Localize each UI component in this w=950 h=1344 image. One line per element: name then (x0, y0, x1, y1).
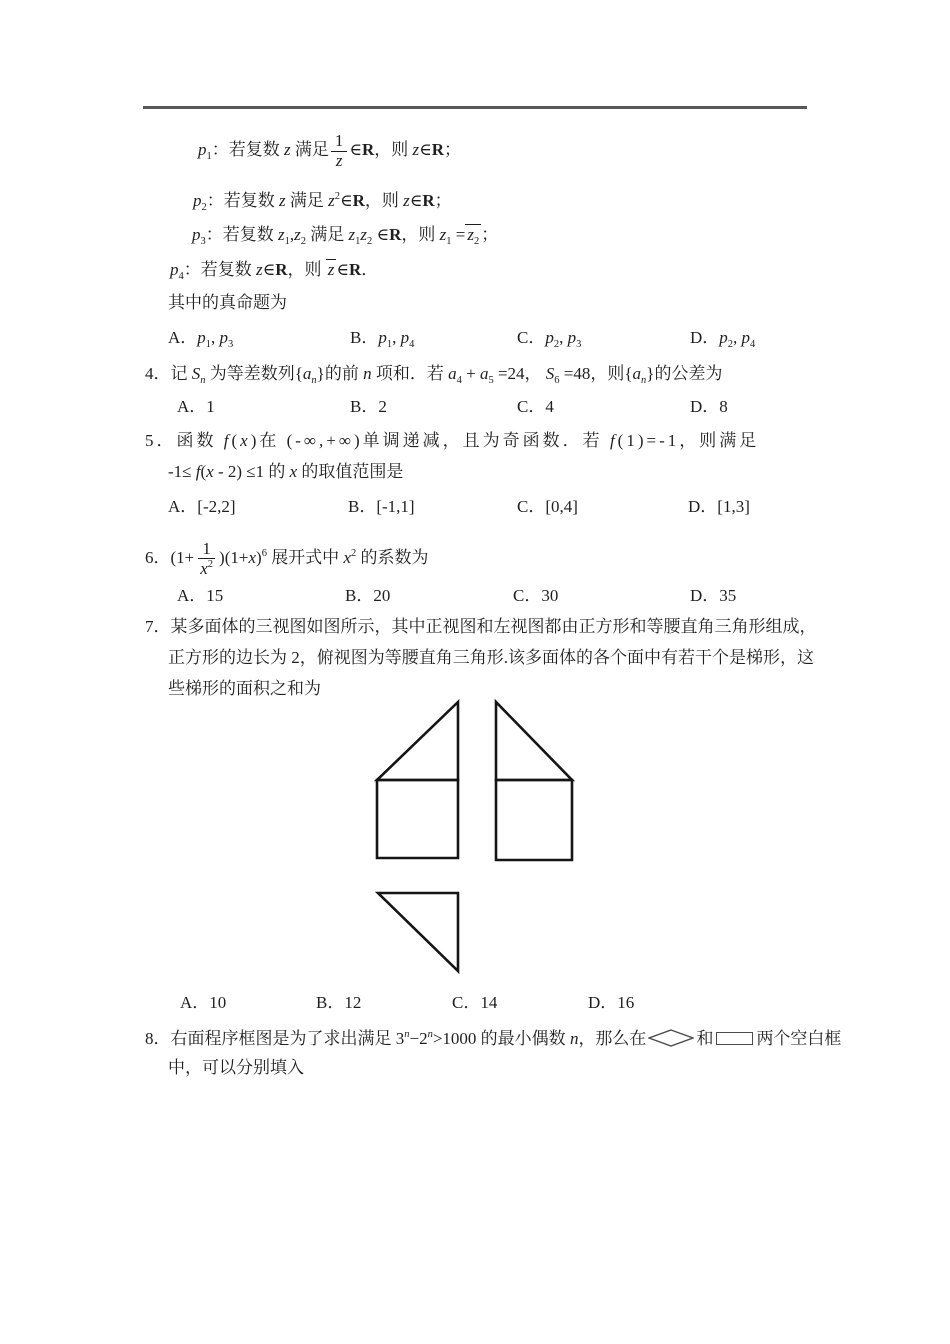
question-4-stem (145, 361, 722, 387)
proposition-p3 (192, 222, 498, 248)
text-segment: 7．某多面体的三视图如图所示，其中正视图和左视图都由正方形和等腰直角三角形组成， (145, 617, 817, 636)
text-segment: >1000 的最小偶数 (432, 1029, 570, 1048)
text-segment: =24， (493, 364, 546, 383)
option-c (452, 990, 497, 1016)
text-segment: D．16 (588, 993, 635, 1012)
text-segment: n (404, 1029, 410, 1040)
text-segment: ：若复数 (183, 260, 256, 279)
text-segment: A．[-2,2] (168, 497, 236, 516)
fraction (196, 540, 217, 579)
text-segment: , (559, 328, 568, 347)
option-c (517, 325, 581, 358)
text-segment: f (609, 431, 618, 450)
text-segment: B．20 (345, 586, 391, 605)
option-c (517, 394, 554, 420)
text-segment: z (279, 191, 286, 210)
text-segment: n (427, 1029, 433, 1040)
text-segment: n (363, 364, 372, 383)
text-segment: 些梯形的面积之和为 (168, 679, 321, 698)
text-segment: 其中的真命题为 (168, 293, 287, 312)
text-segment: 和 (696, 1029, 714, 1048)
text-segment: 正方形的边长为 2，俯视图为等腰直角三角形.该多面体的各个面中有若干个是梯形，这 (168, 648, 814, 667)
text-segment: x (289, 462, 298, 481)
text-segment: p (741, 328, 751, 347)
side-view-triangle (496, 702, 572, 780)
option-d (588, 990, 634, 1016)
text-segment: 2 (553, 339, 560, 350)
option-d (688, 494, 750, 520)
text-segment: 1 (386, 339, 393, 350)
text-segment: = (451, 225, 466, 244)
question-8-stem-line2 (168, 1055, 304, 1081)
overline (326, 259, 337, 278)
text-segment: D．8 (690, 397, 728, 416)
text-segment: x (200, 559, 208, 579)
option-b (350, 394, 387, 420)
text-segment: a (302, 364, 312, 383)
text-segment: ∈ (372, 225, 390, 244)
text-segment: 展开式中 (266, 548, 344, 567)
text-segment: 2 (350, 548, 357, 559)
option-b (316, 990, 361, 1016)
text-segment: p (197, 328, 206, 347)
option-b (345, 583, 390, 609)
option-b (350, 325, 414, 358)
text-segment: z (335, 150, 343, 170)
text-segment: 满足 (285, 191, 329, 210)
text-segment: 4 (178, 271, 184, 282)
text-segment: B．[-1,1] (348, 497, 415, 516)
proposition-p4 (170, 257, 378, 283)
text-segment: n (641, 375, 647, 386)
option-c (517, 494, 578, 520)
question-6-stem (145, 526, 428, 582)
text-segment: ； (481, 225, 499, 244)
text-segment: 4 (456, 375, 462, 386)
text-segment: 1 (334, 131, 344, 151)
text-segment: 的系数为 (356, 548, 429, 567)
text-segment: 中，可以分别填入 (168, 1058, 304, 1077)
text-segment: 4．记 (145, 364, 192, 383)
text-segment: D． (690, 328, 720, 347)
text-segment: f (195, 462, 201, 481)
top-rule-divider (143, 106, 807, 109)
text-segment: ：若复数 (206, 191, 279, 210)
text-segment: }的前 (316, 364, 364, 383)
text-segment: p (400, 328, 410, 347)
text-segment: R (275, 260, 288, 279)
question-8-stem-line1 (145, 1022, 841, 1048)
option-d (690, 325, 755, 358)
text-segment: ，则 (364, 191, 404, 210)
fraction (331, 132, 348, 170)
text-segment: z (278, 225, 285, 244)
text-segment: ，则 (287, 260, 326, 279)
text-segment: , (211, 328, 220, 347)
text-segment: B． (350, 328, 379, 347)
question-7-stem-line2 (168, 645, 814, 671)
text-segment: S (191, 364, 201, 383)
text-segment: R (431, 140, 444, 159)
text-segment: 6 (554, 375, 560, 386)
text-segment: z (256, 260, 263, 279)
text-segment: z (328, 191, 335, 210)
text-segment: x (248, 548, 257, 567)
text-segment: R (352, 191, 365, 210)
text-segment: R (422, 191, 435, 210)
text-segment: ∈ (340, 191, 353, 210)
text-segment: 项和．若 (371, 364, 449, 383)
text-segment: z (348, 225, 356, 244)
text-segment: - 2) ≤1 的 (213, 462, 290, 481)
text-segment: B．2 (350, 397, 387, 416)
text-segment: ∈ (262, 260, 276, 279)
text-segment: D．35 (690, 586, 737, 605)
question-5-options (0, 494, 950, 520)
text-segment: a (479, 364, 489, 383)
text-segment: 满足 (290, 140, 329, 159)
text-segment: 1 (355, 236, 361, 247)
question-5-stem-line2 (168, 459, 403, 485)
question-3-options (0, 325, 950, 351)
text-segment: , (392, 328, 401, 347)
blank-rectangle-box (716, 1032, 753, 1045)
side-view-square (496, 780, 572, 860)
text-segment: 2 (367, 236, 373, 247)
text-segment: ，那么在 (578, 1029, 647, 1048)
text-segment: p (170, 260, 179, 279)
text-segment: 6．(1+ (145, 548, 195, 567)
text-segment: p (378, 328, 387, 347)
text-segment: )在 (-∞,+∞)单调递减，且为奇函数．若 (250, 431, 610, 450)
text-segment: ∈ (336, 260, 349, 279)
text-segment: 3 (228, 339, 234, 350)
text-segment: ； (434, 191, 452, 210)
text-segment: z (467, 225, 474, 244)
question-6-options (0, 583, 950, 609)
question-7-stem-line3 (168, 676, 321, 702)
text-segment: z (439, 225, 447, 244)
text-segment: n (200, 375, 206, 386)
text-segment: ∈ (409, 191, 423, 210)
text-segment: C． (517, 328, 546, 347)
text-segment: a (448, 364, 457, 383)
text-segment: 1 (202, 538, 211, 558)
text-segment: 两个空白框 (756, 1029, 842, 1048)
text-segment: p (192, 225, 201, 244)
text-segment: ． (361, 260, 379, 279)
text-segment: x (240, 431, 251, 450)
text-segment: )(1+ (219, 548, 249, 567)
text-segment: z (294, 225, 301, 244)
text-segment: R (348, 260, 362, 279)
question-4-options (0, 394, 950, 420)
option-a (168, 494, 236, 520)
text-segment: 1 (205, 339, 212, 350)
text-segment: C．30 (513, 586, 559, 605)
question-5-stem-line1 (145, 428, 759, 454)
text-segment: , (289, 225, 295, 244)
front-view-square (377, 780, 458, 858)
text-segment: ，则 (374, 140, 413, 159)
text-segment: −2 (409, 1029, 428, 1048)
option-d (690, 583, 736, 609)
text-segment: 的取值范围是 (297, 462, 404, 481)
text-segment: R (389, 225, 402, 244)
text-segment: A． (168, 328, 198, 347)
text-segment: p (545, 328, 554, 347)
text-segment: z (360, 225, 367, 244)
text-segment: , (733, 328, 742, 347)
option-d (690, 394, 728, 420)
option-a (180, 990, 226, 1016)
text-segment: ) (256, 548, 262, 567)
text-segment: 2 (201, 202, 207, 213)
text-segment: ( (200, 462, 207, 481)
text-segment: 2 (473, 236, 480, 247)
text-segment: D．[1,3] (688, 497, 750, 516)
text-segment: ，则 (401, 225, 440, 244)
text-segment: 2 (334, 191, 340, 202)
text-segment: z (327, 260, 335, 279)
proposition-p1 (198, 126, 461, 174)
text-segment: 1 (206, 151, 212, 162)
text-segment: 8．右面程序框图是为了求出满足 3 (145, 1029, 405, 1048)
text-segment: x (206, 462, 214, 481)
three-view-figure (360, 697, 590, 982)
text-segment: a (632, 364, 642, 383)
text-segment: 4 (409, 339, 415, 350)
option-a (168, 325, 233, 358)
text-segment: ∈ (349, 140, 362, 159)
question-3-stem-tail (168, 290, 287, 316)
text-segment: p (219, 328, 229, 347)
text-segment: 3 (200, 236, 206, 247)
text-segment: z (284, 140, 291, 159)
text-segment: f (223, 431, 232, 450)
text-segment: A．1 (177, 397, 215, 416)
text-segment: 4 (750, 339, 756, 350)
option-a (177, 583, 223, 609)
text-segment: 3 (576, 339, 582, 350)
text-segment: S (545, 364, 555, 383)
text-segment: 2 (727, 339, 734, 350)
front-view-triangle (377, 702, 458, 780)
text-segment: ； (444, 140, 461, 159)
text-segment: ：若复数 (211, 140, 284, 159)
text-segment: x (343, 548, 351, 567)
text-segment: p (198, 140, 207, 159)
text-segment: (1)=-1，则满足 (617, 431, 760, 450)
text-segment: ：若复数 (205, 225, 278, 244)
text-segment: 1 (446, 236, 452, 247)
proposition-p2 (193, 184, 452, 213)
text-segment: C．[0,4] (517, 497, 578, 516)
blank-diamond-box (648, 1029, 694, 1055)
option-c (513, 583, 558, 609)
text-segment: 2 (300, 236, 306, 247)
text-segment: -1≤ (168, 462, 196, 481)
top-view-triangle (378, 893, 458, 971)
text-segment: + (461, 364, 480, 383)
text-segment: ( (231, 431, 241, 450)
text-segment: =48，则{ (559, 364, 633, 383)
text-segment: C．14 (452, 993, 498, 1012)
text-segment: p (719, 328, 728, 347)
question-7-stem-line1 (145, 614, 817, 640)
text-segment: 5 (488, 375, 494, 386)
text-segment: n (569, 1029, 579, 1048)
text-segment: p (567, 328, 577, 347)
text-segment: 满足 (306, 225, 349, 244)
text-segment: z (412, 140, 420, 159)
text-segment: }的公差为 (646, 364, 723, 383)
text-segment: A．15 (177, 586, 224, 605)
option-a (177, 394, 215, 420)
text-segment: 为等差数列{ (205, 364, 303, 383)
text-segment: z (403, 191, 410, 210)
text-segment: 2 (207, 559, 214, 571)
text-segment: C．4 (517, 397, 554, 416)
overline (465, 224, 481, 248)
text-segment: R (361, 140, 375, 159)
option-b (348, 494, 415, 520)
question-7-options (0, 990, 950, 1016)
text-segment: p (193, 191, 202, 210)
text-segment: ∈ (419, 140, 432, 159)
text-segment: 1 (284, 236, 290, 247)
text-segment: n (311, 375, 317, 386)
text-segment: 5．函数 (145, 431, 224, 450)
text-segment: A．10 (180, 993, 227, 1012)
text-segment: B．12 (316, 993, 362, 1012)
text-segment: 6 (261, 548, 267, 559)
